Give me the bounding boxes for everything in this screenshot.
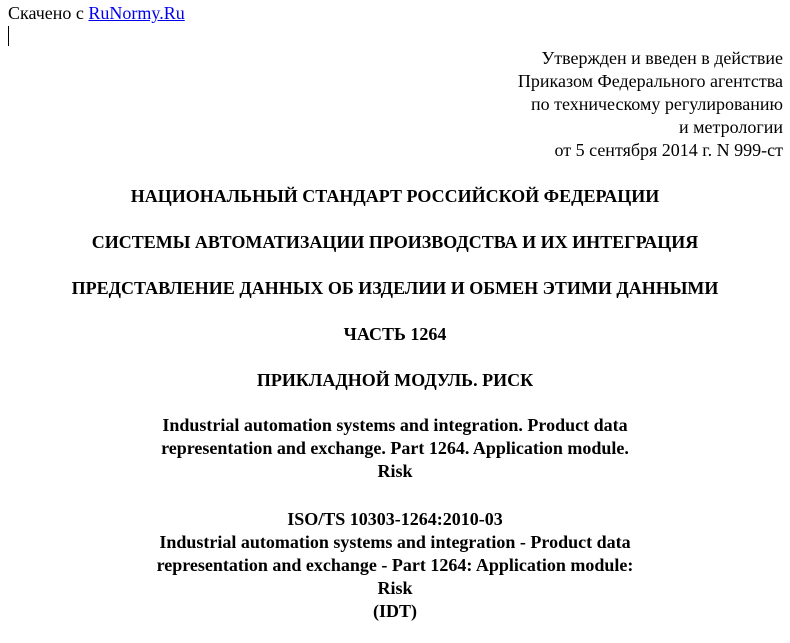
- approval-line: и метрологии: [679, 117, 783, 137]
- approval-line: по техническому регулированию: [530, 94, 783, 114]
- text-cursor: [8, 26, 9, 46]
- iso-title-line: Industrial automation systems and integration - Product data: [159, 532, 631, 552]
- iso-title-line: Risk: [377, 578, 413, 598]
- approval-block: [518, 47, 783, 162]
- approval-line: Утвержден и введен в действие: [541, 48, 783, 68]
- application-module-title: ПРИКЛАДНОЙ МОДУЛЬ. РИСК: [256, 370, 534, 390]
- iso-number: ISO/TS 10303-1264:2010-03: [287, 509, 503, 529]
- iso-title-line: representation and exchange - Part 1264: Application module:: [156, 555, 634, 575]
- approval-line: от 5 сентября 2014 г. N 999-ст: [554, 140, 783, 160]
- download-source-prefix: Скачено с: [8, 3, 84, 23]
- part-number: ЧАСТЬ 1264: [343, 324, 447, 344]
- standard-title-line-1: СИСТЕМЫ АВТОМАТИЗАЦИИ ПРОИЗВОДСТВА И ИХ ИНТЕГРАЦИЯ: [91, 232, 699, 252]
- standard-title-line-2: ПРЕДСТАВЛЕНИЕ ДАННЫХ ОБ ИЗДЕЛИИ И ОБМЕН ЭТИМИ ДАННЫМИ: [71, 278, 719, 298]
- national-standard-heading: НАЦИОНАЛЬНЫЙ СТАНДАРТ РОССИЙСКОЙ ФЕДЕРАЦИИ: [130, 186, 660, 206]
- english-title-line: Risk: [377, 461, 413, 481]
- download-source-line: [8, 3, 185, 23]
- runormy-link[interactable]: RuNormy.Ru: [88, 3, 185, 23]
- approval-line: Приказом Федерального агентства: [517, 71, 783, 91]
- english-title-line: representation and exchange. Part 1264. Application module.: [161, 438, 629, 458]
- english-title-block: [0, 414, 790, 483]
- english-title-line: Industrial automation systems and integration. Product data: [162, 415, 628, 435]
- idt-mark: (IDT): [373, 601, 417, 621]
- iso-reference-block: [0, 508, 790, 623]
